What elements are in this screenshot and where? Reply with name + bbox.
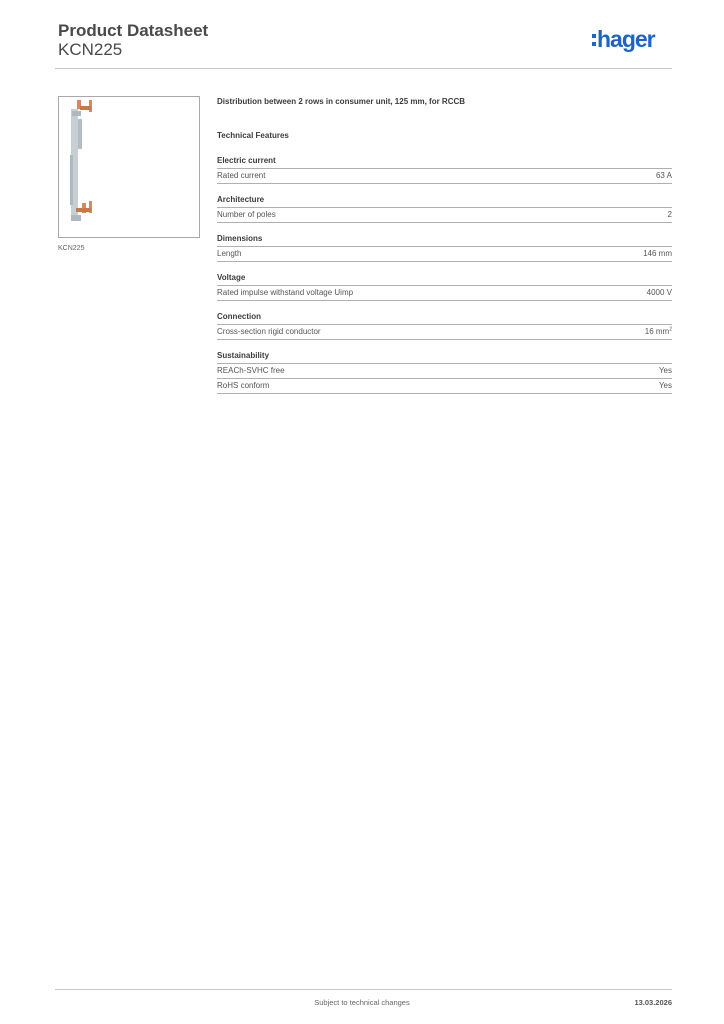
- feature-label: Rated impulse withstand voltage Uimp: [217, 288, 354, 297]
- feature-group-architecture: [217, 193, 672, 223]
- technical-features-table: [217, 154, 672, 403]
- feature-value: 63 A: [655, 171, 672, 180]
- feature-label: Rated current: [217, 171, 266, 180]
- feature-value: 146 mm: [643, 249, 672, 258]
- feature-row: [217, 286, 672, 301]
- feature-group-title: Electric current: [217, 154, 672, 169]
- feature-group-title: Voltage: [217, 271, 672, 286]
- technical-features-heading: Technical Features: [217, 131, 289, 140]
- product-image-caption: KCN225: [58, 245, 85, 252]
- product-description: Distribution between 2 rows in consumer unit, 125 mm, for RCCB: [217, 97, 466, 106]
- feature-value-text: 16 mm: [644, 327, 670, 336]
- comb-busbar-image: [59, 97, 199, 237]
- feature-group-dimensions: [217, 232, 672, 262]
- footer-divider: [55, 989, 672, 990]
- product-code: KCN225: [58, 40, 123, 59]
- feature-group-title: Architecture: [217, 193, 672, 208]
- footer-note: Subject to technical changes: [314, 998, 410, 1007]
- feature-row: [217, 169, 672, 184]
- feature-group-connection: [217, 310, 672, 340]
- svg-text:hager: hager: [597, 26, 655, 52]
- feature-group-sustainability: [217, 349, 672, 394]
- feature-value: 4000 V: [646, 288, 672, 297]
- header-divider: [55, 68, 672, 69]
- page-title: Product Datasheet: [58, 21, 209, 40]
- feature-group-title: Dimensions: [217, 232, 672, 247]
- feature-label: REACh-SVHC free: [217, 366, 285, 375]
- feature-value: 2: [667, 210, 672, 219]
- feature-label: Cross-section rigid conductor: [217, 327, 321, 336]
- feature-group-electric-current: [217, 154, 672, 184]
- footer-date: 13.03.2026: [634, 998, 672, 1007]
- feature-row: [217, 325, 672, 340]
- feature-value: Yes: [658, 366, 672, 375]
- feature-value: [645, 325, 672, 339]
- feature-row: [217, 364, 672, 379]
- feature-row: [217, 247, 672, 262]
- product-image-frame: [58, 96, 200, 238]
- feature-group-voltage: [217, 271, 672, 301]
- feature-label: Length: [217, 249, 242, 258]
- hager-logo: [592, 26, 674, 56]
- feature-row: [217, 379, 672, 394]
- feature-label: RoHS conform: [217, 381, 270, 390]
- feature-value-superscript: 2: [669, 326, 672, 333]
- feature-value: Yes: [658, 381, 672, 390]
- feature-group-title: Sustainability: [217, 349, 672, 364]
- feature-row: [217, 208, 672, 223]
- feature-label: Number of poles: [217, 210, 276, 219]
- feature-group-title: Connection: [217, 310, 672, 325]
